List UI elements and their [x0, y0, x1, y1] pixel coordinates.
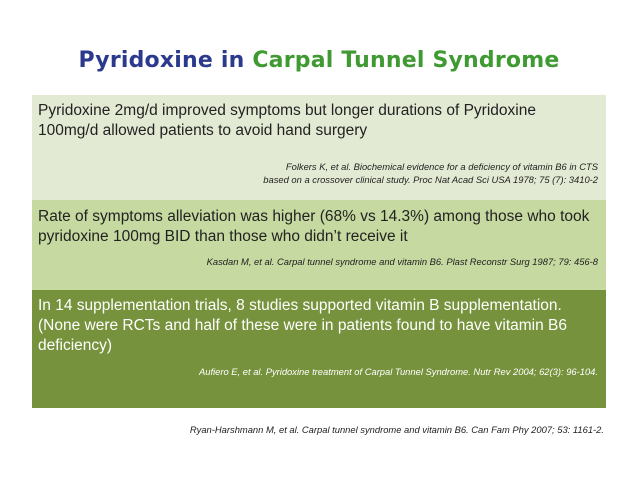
title-carpal-tunnel-syndrome: Carpal Tunnel Syndrome	[252, 48, 560, 73]
footer-reference: Ryan-Harshmann M, et al. Carpal tunnel syndrome and vitamin B6. Can Fam Phy 2007; 53: 1161-2.	[189, 424, 604, 435]
finding-1-reference	[38, 141, 600, 186]
finding-1-text: Pyridoxine 2mg/d improved symptoms but longer durations of Pyridoxine 100mg/d allowed patients to avoid hand surgery	[38, 102, 536, 139]
finding-band-1	[32, 95, 606, 200]
finding-2-text: Rate of symptoms alleviation was higher (68% vs 14.3%) among those who took pyridoxine 100mg BID than those who didn’t receive it	[38, 208, 590, 245]
finding-band-3	[32, 290, 606, 408]
finding-1-reference-line-1: Folkers K, et al. Biochemical evidence for a deficiency of vitamin B6 in CTS	[285, 161, 598, 172]
title-pyridoxine: Pyridoxine in	[78, 48, 253, 73]
slide-title	[0, 48, 638, 73]
finding-1-reference-line-2: based on a crossover clinical study. Proc Nat Acad Sci USA 1978; 75 (7): 3410-2	[263, 174, 598, 185]
finding-3-text: In 14 supplementation trials, 8 studies supported vitamin B supplementation. (None were RCTs and half of these were in patients found to have vitamin B6 deficiency)	[38, 297, 568, 354]
finding-2-reference: Kasdan M, et al. Carpal tunnel syndrome and vitamin B6. Plast Reconstr Surg 1987; 79: 456-8	[206, 256, 598, 267]
finding-3-reference: Aufiero E, et al. Pyridoxine treatment of Carpal Tunnel Syndrome. Nutr Rev 2004; 62(3): 96-104.	[199, 366, 598, 377]
finding-band-2	[32, 200, 606, 290]
